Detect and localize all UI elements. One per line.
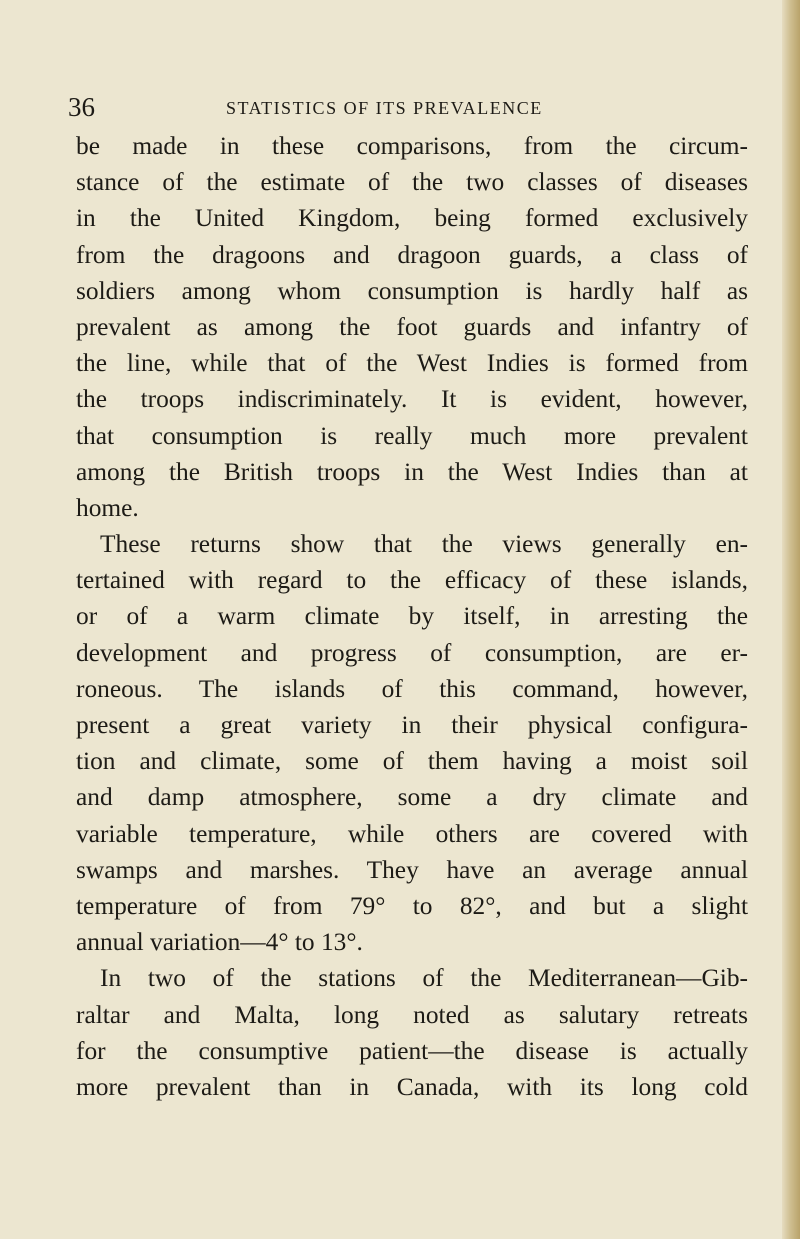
text-line: swamps and marshes. They have an average annual bbox=[76, 855, 748, 884]
text-line: in the United Kingdom, being formed exclusively bbox=[76, 204, 748, 233]
text-line: the line, while that of the West Indies is formed from bbox=[76, 349, 748, 378]
text-line: for the consumptive patient—the disease is actually bbox=[76, 1036, 748, 1065]
text-line: soldiers among whom consumption is hardly half as bbox=[76, 276, 748, 305]
text-line: from the dragoons and dragoon guards, a class of bbox=[76, 240, 748, 269]
page-edge bbox=[782, 0, 800, 1239]
text-line: roneous. The islands of this command, however, bbox=[76, 674, 748, 703]
text-line: more prevalent than in Canada, with its long cold bbox=[76, 1072, 748, 1101]
text-line: home. bbox=[76, 493, 139, 522]
text-line: or of a warm climate by itself, in arresting the bbox=[76, 602, 748, 631]
running-head: STATISTICS OF ITS PREVALENCE bbox=[226, 98, 543, 118]
text-line: development and progress of consumption, are er- bbox=[76, 638, 748, 667]
text-line: temperature of from 79° to 82°, and but a slight bbox=[76, 891, 748, 920]
page-number: 36 bbox=[68, 92, 95, 122]
text-line: among the British troops in the West Indies than at bbox=[76, 457, 748, 486]
text-line: tion and climate, some of them having a moist soil bbox=[76, 747, 748, 776]
page-header bbox=[68, 92, 758, 128]
text-line: raltar and Malta, long noted as salutary retreats bbox=[76, 1000, 748, 1029]
text-line: tertained with regard to the efficacy of these islands, bbox=[76, 566, 748, 595]
text-line: These returns show that the views generally en- bbox=[100, 530, 748, 559]
text-line: be made in these comparisons, from the circum- bbox=[76, 132, 748, 160]
text-line: variable temperature, while others are covered with bbox=[76, 819, 748, 848]
text-line: that consumption is really much more prevalent bbox=[76, 421, 748, 450]
text-line: the troops indiscriminately. It is evident, however, bbox=[76, 385, 748, 414]
text-line: stance of the estimate of the two classes of diseases bbox=[76, 168, 748, 197]
text-line: present a great variety in their physical configura- bbox=[76, 711, 748, 739]
text-line: and damp atmosphere, some a dry climate and bbox=[76, 783, 748, 812]
text-line: In two of the stations of the Mediterranean—Gib- bbox=[100, 964, 748, 993]
body-text bbox=[76, 128, 748, 1105]
text-line: prevalent as among the foot guards and infantry of bbox=[76, 312, 748, 341]
text-line: annual variation—4° to 13°. bbox=[76, 928, 363, 957]
